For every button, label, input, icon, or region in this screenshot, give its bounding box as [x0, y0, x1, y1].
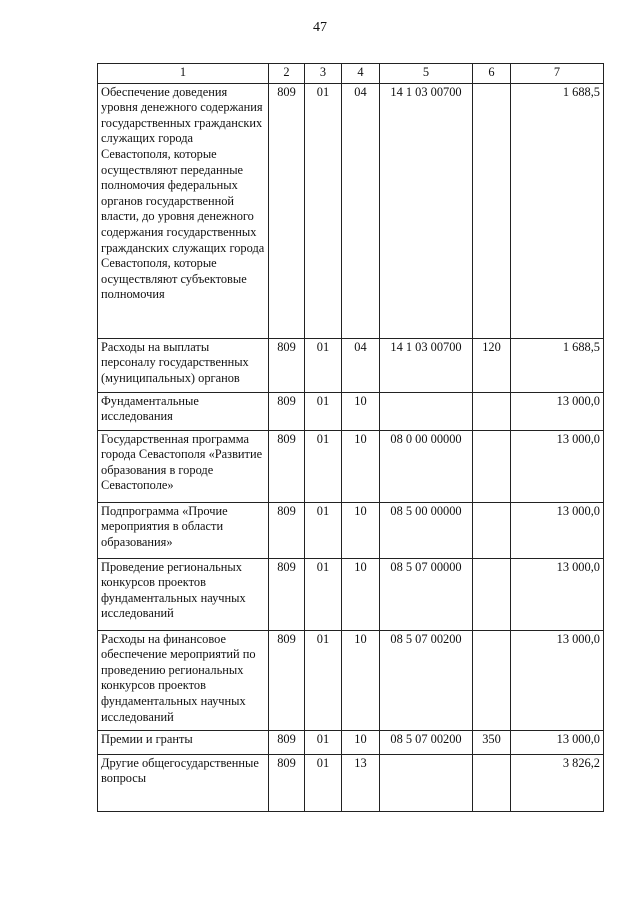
- row-csr: 14 1 03 00700: [380, 338, 473, 392]
- table-row: [98, 558, 604, 630]
- table-row: [98, 83, 604, 338]
- row-sum: 1 688,5: [511, 83, 604, 338]
- row-pr: 04: [342, 83, 380, 338]
- row-name: Государственная программа города Севастополя «Развитие образования в городе Севастополе»: [98, 430, 269, 502]
- row-ved: 809: [269, 630, 305, 730]
- row-csr: [380, 754, 473, 811]
- row-name: Подпрограмма «Прочие мероприятия в области образования»: [98, 502, 269, 558]
- row-pr: 13: [342, 754, 380, 811]
- row-rz: 01: [305, 338, 342, 392]
- row-ved: 809: [269, 730, 305, 754]
- table-row: [98, 754, 604, 811]
- row-vr: [473, 83, 511, 338]
- table-row: [98, 730, 604, 754]
- table-row: [98, 392, 604, 430]
- header-row: [98, 64, 604, 84]
- budget-table: [97, 63, 604, 812]
- col-header-6: 6: [473, 64, 511, 84]
- row-vr: [473, 558, 511, 630]
- row-csr: 08 0 00 00000: [380, 430, 473, 502]
- row-sum: 13 000,0: [511, 630, 604, 730]
- row-ved: 809: [269, 502, 305, 558]
- row-name: Премии и гранты: [98, 730, 269, 754]
- row-sum: 1 688,5: [511, 338, 604, 392]
- row-vr: [473, 754, 511, 811]
- row-sum: 13 000,0: [511, 730, 604, 754]
- row-rz: 01: [305, 754, 342, 811]
- row-rz: 01: [305, 630, 342, 730]
- row-vr: [473, 502, 511, 558]
- row-sum: 13 000,0: [511, 430, 604, 502]
- table-row: [98, 338, 604, 392]
- row-ved: 809: [269, 430, 305, 502]
- col-header-3: 3: [305, 64, 342, 84]
- row-vr: [473, 630, 511, 730]
- row-vr: [473, 392, 511, 430]
- row-rz: 01: [305, 430, 342, 502]
- row-csr: 08 5 07 00200: [380, 730, 473, 754]
- row-rz: 01: [305, 392, 342, 430]
- row-csr: 08 5 07 00200: [380, 630, 473, 730]
- row-sum: 3 826,2: [511, 754, 604, 811]
- row-csr: 08 5 07 00000: [380, 558, 473, 630]
- row-name: Другие общегосударственные вопросы: [98, 754, 269, 811]
- row-pr: 10: [342, 558, 380, 630]
- col-header-1: 1: [98, 64, 269, 84]
- row-pr: 10: [342, 502, 380, 558]
- table-row: [98, 430, 604, 502]
- row-vr: 350: [473, 730, 511, 754]
- row-pr: 10: [342, 430, 380, 502]
- row-ved: 809: [269, 83, 305, 338]
- row-csr: [380, 392, 473, 430]
- col-header-5: 5: [380, 64, 473, 84]
- row-rz: 01: [305, 558, 342, 630]
- row-name: Расходы на финансовое обеспечение мероприятий по проведению региональных конкурсов проектов фундаментальных научных исследований: [98, 630, 269, 730]
- row-ved: 809: [269, 558, 305, 630]
- row-ved: 809: [269, 338, 305, 392]
- page-number: 47: [313, 20, 327, 35]
- row-ved: 809: [269, 754, 305, 811]
- col-header-2: 2: [269, 64, 305, 84]
- row-csr: 14 1 03 00700: [380, 83, 473, 338]
- row-pr: 10: [342, 630, 380, 730]
- row-name: Обеспечение доведения уровня денежного содержания государственных гражданских служащих города Севастополя, которые осуществляют переданные полномочия федеральных органов государственной власти, до уровня денежного содержания государственных гражданских служащих города Севастополя, которые осуществляют субъектовые полномочия: [98, 83, 269, 338]
- row-csr: 08 5 00 00000: [380, 502, 473, 558]
- row-ved: 809: [269, 392, 305, 430]
- row-rz: 01: [305, 83, 342, 338]
- row-pr: 04: [342, 338, 380, 392]
- row-rz: 01: [305, 502, 342, 558]
- row-name: Проведение региональных конкурсов проектов фундаментальных научных исследований: [98, 558, 269, 630]
- row-sum: 13 000,0: [511, 558, 604, 630]
- row-vr: 120: [473, 338, 511, 392]
- row-pr: 10: [342, 392, 380, 430]
- row-pr: 10: [342, 730, 380, 754]
- col-header-7: 7: [511, 64, 604, 84]
- row-name: Расходы на выплаты персоналу государственных (муниципальных) органов: [98, 338, 269, 392]
- row-name: Фундаментальные исследования: [98, 392, 269, 430]
- row-sum: 13 000,0: [511, 502, 604, 558]
- row-vr: [473, 430, 511, 502]
- table-row: [98, 502, 604, 558]
- table-row: [98, 630, 604, 730]
- row-sum: 13 000,0: [511, 392, 604, 430]
- col-header-4: 4: [342, 64, 380, 84]
- row-rz: 01: [305, 730, 342, 754]
